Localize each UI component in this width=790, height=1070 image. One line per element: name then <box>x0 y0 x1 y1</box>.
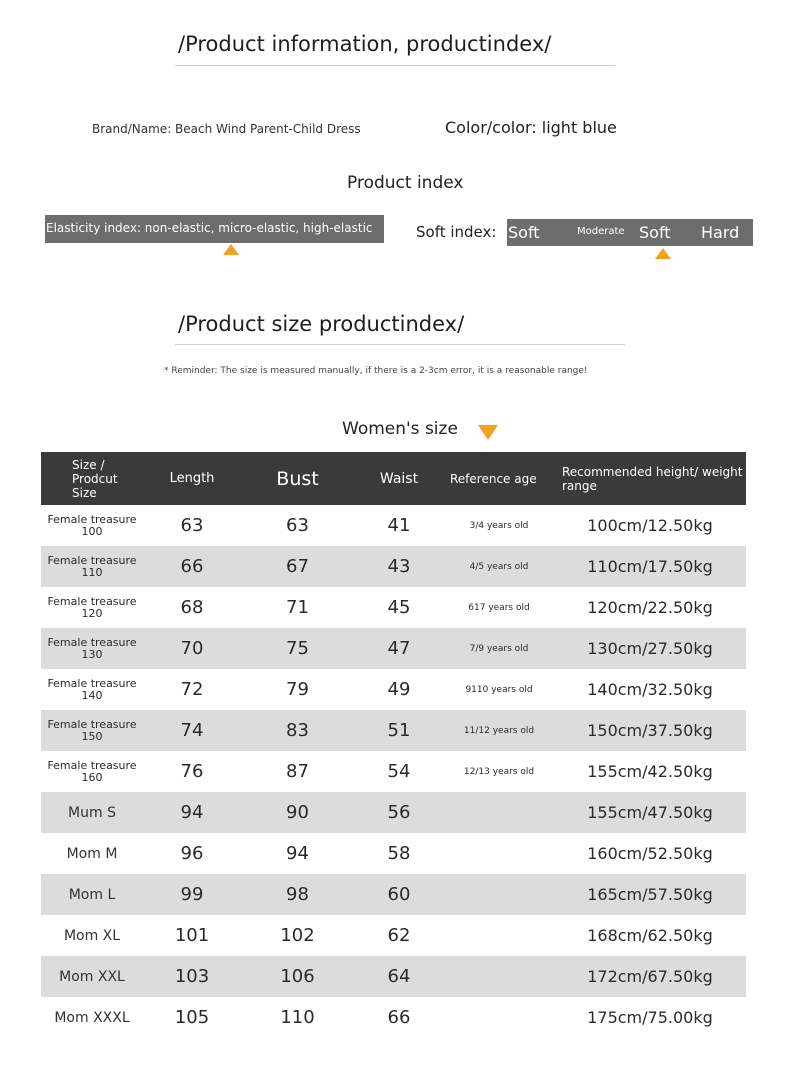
cell-bust: 106 <box>241 956 354 997</box>
elasticity-marker-icon <box>223 244 239 255</box>
header-bust: Bust <box>241 452 354 505</box>
cell-age: 3/4 years old <box>469 520 529 531</box>
soft-index-label: Soft index: <box>416 223 497 241</box>
cell-length: 74 <box>143 710 241 751</box>
cell-length: 72 <box>180 679 204 700</box>
table-row <box>41 833 746 874</box>
cell-length: 68 <box>180 597 204 618</box>
cell-age <box>444 874 554 915</box>
cell-size: Mum S <box>41 792 143 833</box>
cell-bust: 63 <box>286 515 309 536</box>
table-row <box>41 751 746 792</box>
cell-recommended: 130cm/27.50kg <box>554 628 746 669</box>
soft-scale-hard: Hard <box>701 223 740 242</box>
cell-length: 70 <box>143 628 241 669</box>
table-row <box>41 546 746 587</box>
soft-scale-soft-2: Soft <box>639 223 671 242</box>
cell-bust: 75 <box>241 628 354 669</box>
cell-bust: 98 <box>241 874 354 915</box>
cell-length: 76 <box>180 761 204 782</box>
cell-bust: 83 <box>241 710 354 751</box>
cell-waist: 41 <box>387 515 411 536</box>
cell-age: 11/12 years old <box>444 710 554 751</box>
cell-length: 99 <box>143 874 241 915</box>
cell-length: 103 <box>143 956 241 997</box>
cell-size: Female treasure 130 <box>41 628 143 669</box>
cell-bust: 90 <box>241 792 354 833</box>
size-table <box>41 452 746 1038</box>
cell-waist: 43 <box>354 546 444 587</box>
table-row <box>41 587 746 628</box>
cell-length: 94 <box>143 792 241 833</box>
cell-recommended: 155cm/42.50kg <box>587 762 713 781</box>
cell-age: 4/5 years old <box>444 546 554 587</box>
cell-recommended: 168cm/62.50kg <box>587 926 713 945</box>
cell-waist: 47 <box>354 628 444 669</box>
table-row <box>41 628 746 669</box>
cell-age: 617 years old <box>468 602 530 613</box>
table-row <box>41 956 746 997</box>
cell-length: 101 <box>174 925 210 946</box>
table-row <box>41 669 746 710</box>
cell-size: Female treasure 160 <box>47 758 137 784</box>
cell-bust: 110 <box>280 1007 315 1028</box>
cell-size: Female treasure 100 <box>47 512 137 538</box>
cell-size: Female treasure 140 <box>47 676 137 702</box>
cell-age <box>444 792 554 833</box>
womens-size-heading: Women's size <box>342 419 458 439</box>
table-row <box>41 792 746 833</box>
cell-age: 12/13 years old <box>463 766 535 777</box>
product-info-title: /Product information, productindex/ <box>178 32 552 56</box>
cell-bust: 102 <box>280 925 315 946</box>
cell-age: 7/9 years old <box>444 628 554 669</box>
cell-age <box>444 956 554 997</box>
cell-length: 96 <box>180 843 204 864</box>
reminder-text: * Reminder: The size is measured manually, if there is a 2-3cm error, it is a reasonable range! <box>164 366 588 376</box>
cell-waist: 62 <box>387 925 411 946</box>
cell-recommended: 165cm/57.50kg <box>554 874 746 915</box>
product-index-heading: Product index <box>347 173 464 193</box>
cell-recommended: 100cm/12.50kg <box>587 516 713 535</box>
header-recommended: Recommended height/ weight range <box>554 452 746 505</box>
cell-waist: 54 <box>387 761 411 782</box>
table-row <box>41 874 746 915</box>
cell-recommended: 172cm/67.50kg <box>554 956 746 997</box>
header-length: Length <box>143 452 241 505</box>
section-marker-icon <box>478 425 498 440</box>
cell-bust: 67 <box>241 546 354 587</box>
table-header-row <box>41 452 746 505</box>
cell-size: Mom XXXL <box>54 1009 130 1026</box>
cell-size: Female treasure 120 <box>47 594 137 620</box>
title-underline <box>175 65 615 66</box>
cell-length: 105 <box>174 1007 210 1028</box>
cell-bust: 79 <box>286 679 309 700</box>
cell-recommended: 140cm/32.50kg <box>587 680 713 699</box>
cell-recommended: 160cm/52.50kg <box>587 844 713 863</box>
cell-waist: 45 <box>387 597 411 618</box>
header-size: Size / Prodcut Size <box>41 452 143 505</box>
cell-age: 9110 years old <box>465 684 533 695</box>
cell-size: Mom XL <box>63 927 121 944</box>
cell-recommended: 120cm/22.50kg <box>587 598 713 617</box>
cell-size: Mom XXL <box>41 956 143 997</box>
elasticity-bar: Elasticity index: non-elastic, micro-elastic, high-elastic <box>45 215 384 243</box>
cell-length: 63 <box>180 515 204 536</box>
title-underline-2 <box>175 344 625 345</box>
color-info: Color/color: light blue <box>445 118 617 137</box>
cell-recommended: 175cm/75.00kg <box>587 1008 713 1027</box>
cell-waist: 58 <box>387 843 411 864</box>
cell-age <box>444 833 554 874</box>
cell-size: Mom L <box>41 874 143 915</box>
soft-scale-bar <box>507 219 753 246</box>
soft-marker-icon <box>655 248 671 259</box>
cell-waist: 51 <box>354 710 444 751</box>
cell-recommended: 155cm/47.50kg <box>554 792 746 833</box>
cell-age <box>444 915 554 956</box>
cell-size: Female treasure 110 <box>41 546 143 587</box>
cell-waist: 60 <box>354 874 444 915</box>
cell-waist: 49 <box>387 679 411 700</box>
brand-name: Brand/Name: Beach Wind Parent-Child Dress <box>92 122 361 136</box>
cell-bust: 71 <box>286 597 309 618</box>
cell-waist: 64 <box>354 956 444 997</box>
cell-recommended: 150cm/37.50kg <box>554 710 746 751</box>
table-row <box>41 710 746 751</box>
cell-length: 66 <box>143 546 241 587</box>
cell-bust: 94 <box>286 843 309 864</box>
table-row <box>41 505 746 546</box>
product-size-title: /Product size productindex/ <box>178 312 465 336</box>
cell-recommended: 110cm/17.50kg <box>554 546 746 587</box>
cell-waist: 56 <box>354 792 444 833</box>
soft-scale-moderate: Moderate <box>577 226 625 237</box>
cell-age <box>444 997 554 1038</box>
header-waist: Waist <box>354 452 444 505</box>
cell-size: Mom M <box>66 845 118 862</box>
table-row <box>41 915 746 956</box>
cell-size: Female treasure 150 <box>41 710 143 751</box>
header-reference-age: Reference age <box>444 452 554 505</box>
cell-waist: 66 <box>387 1007 411 1028</box>
table-row <box>41 997 746 1038</box>
soft-scale-soft: Soft <box>508 223 540 242</box>
cell-bust: 87 <box>286 761 309 782</box>
